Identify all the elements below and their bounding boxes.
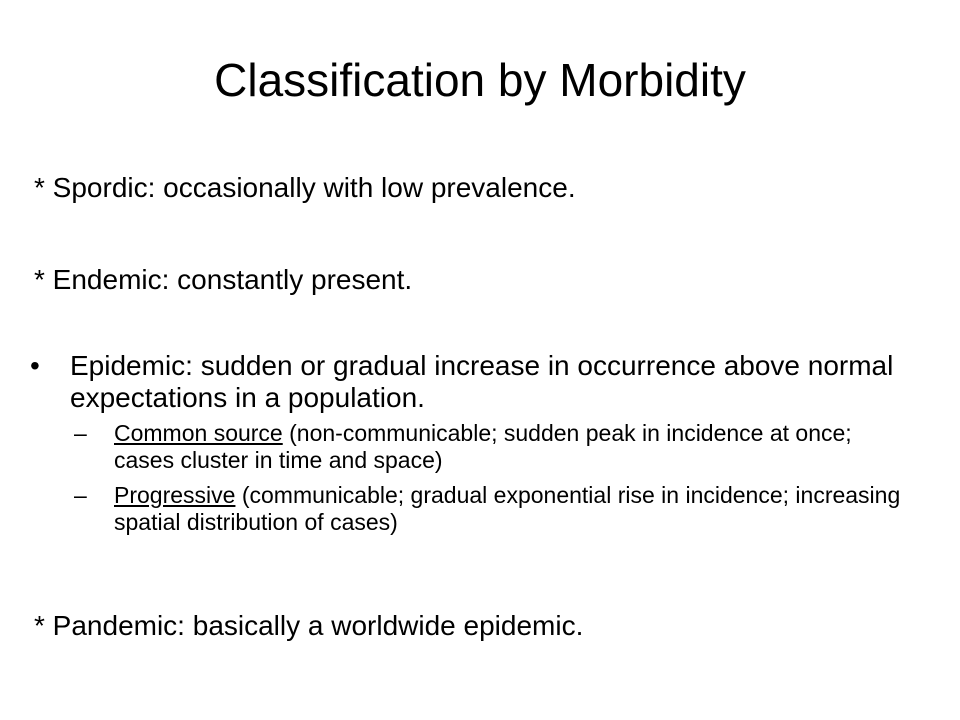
slide-title: Classification by Morbidity	[214, 54, 746, 106]
common-source-description: (non-communicable; sudden peak in incidence at once; cases cluster in time and space)	[114, 420, 852, 473]
epidemic-bullet	[30, 350, 930, 414]
progressive-term: Progressive	[114, 482, 236, 508]
common-source-item	[74, 420, 930, 474]
common-source-text	[114, 420, 904, 474]
pandemic-line: * Pandemic: basically a worldwide epidemic.	[34, 610, 584, 641]
common-source-term: Common source	[114, 420, 283, 446]
progressive-description: (communicable; gradual exponential rise in incidence; increasing spatial distribution of cases)	[114, 482, 901, 535]
bullet-dot-icon: •	[30, 350, 40, 381]
dash-icon: –	[74, 420, 87, 446]
sporadic-line: * Spordic: occasionally with low prevalence.	[34, 172, 576, 203]
epidemic-block	[30, 350, 930, 536]
epidemic-text: Epidemic: sudden or gradual increase in occurrence above normal expectations in a population.	[70, 350, 894, 413]
dash-icon: –	[74, 482, 87, 508]
progressive-item	[74, 482, 930, 536]
endemic-line: * Endemic: constantly present.	[34, 264, 413, 295]
progressive-text	[114, 482, 904, 536]
